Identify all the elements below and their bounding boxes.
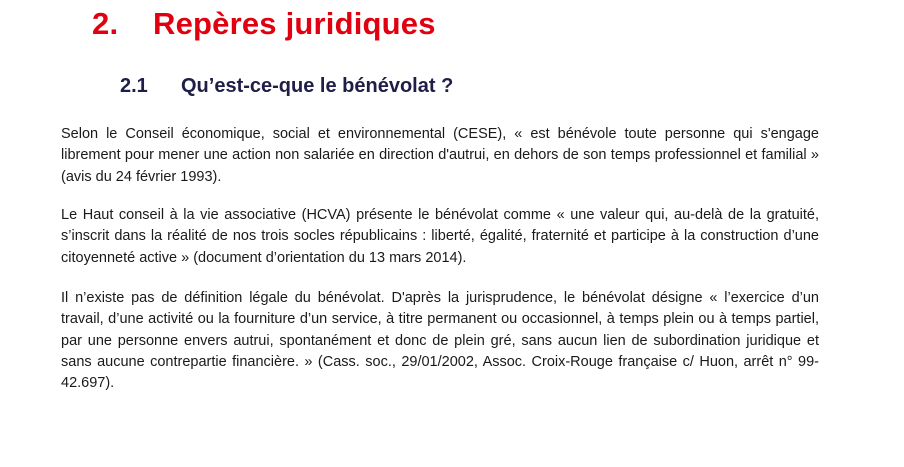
- paragraph-jurisprudence-definition: Il n’existe pas de définition légale du bénévolat. D'après la jurisprudence, le bénévolat désigne « l’exercice d’un travail, d’une activité ou la fourniture d’un service, à titre permanent ou occasionnel, à temps plein ou à temps partiel, par une personne envers autrui, spontanément et donc de plein gré, sans aucun lien de subordination juridique et sans aucune contrepartie financière. » (Cass. soc., 29/01/2002, Assoc. Croix-Rouge française c/ Huon, arrêt n° 99-42.697).: [61, 290, 819, 392]
- subsection-heading: [120, 75, 453, 98]
- paragraph-cese-definition: Selon le Conseil économique, social et environnemental (CESE), « est bénévole toute personne qui s'engage librement pour mener une action non salariée en direction d'autrui, en dehors de son temps professionnel et familial » (avis du 24 février 1993).: [61, 126, 819, 185]
- section-number: 2.: [92, 6, 119, 41]
- section-heading: [92, 6, 436, 42]
- paragraph-hcva-definition: Le Haut conseil à la vie associative (HCVA) présente le bénévolat comme « une valeur qui, au-delà de la gratuité, s’inscrit dans la réalité de nos trois socles républicains : liberté, égalité, fraternité et participe à la construction d’une citoyenneté active » (document d’orientation du 13 mars 2014).: [61, 207, 819, 266]
- subsection-title: Qu’est-ce-que le bénévolat ?: [181, 75, 454, 97]
- section-title: Repères juridiques: [153, 6, 436, 41]
- subsection-number: 2.1: [120, 75, 148, 97]
